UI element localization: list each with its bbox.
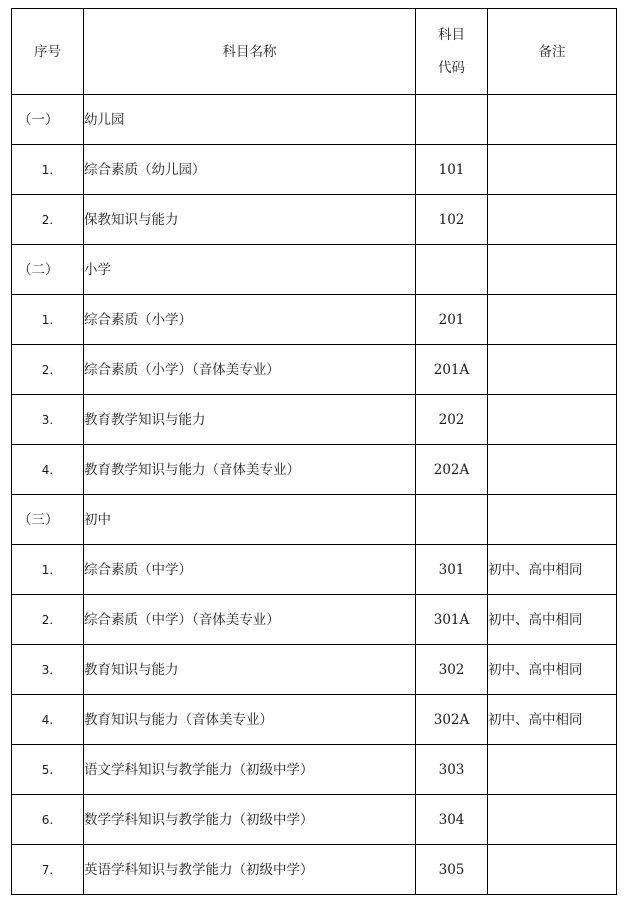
cell-seq: 3. <box>12 645 84 695</box>
table-row <box>12 645 617 695</box>
cell-note <box>488 195 617 245</box>
cell-note: 初中、高中相同 <box>488 695 617 745</box>
table-body <box>12 95 617 895</box>
section-row <box>12 495 617 545</box>
cell-seq: 2. <box>12 195 84 245</box>
cell-subject-code: 305 <box>416 845 488 895</box>
cell-note <box>488 845 617 895</box>
cell-seq: （三） <box>12 495 84 545</box>
table-row <box>12 845 617 895</box>
cell-seq: 2. <box>12 345 84 395</box>
header-row <box>12 9 617 95</box>
header-name: 科目名称 <box>84 9 416 95</box>
cell-subject-code: 202A <box>416 445 488 495</box>
cell-subject-name: 英语学科知识与教学能力（初级中学） <box>84 845 416 895</box>
cell-note: 初中、高中相同 <box>488 645 617 695</box>
cell-subject-name: 教育教学知识与能力（音体美专业） <box>84 445 416 495</box>
cell-subject-name: 教育教学知识与能力 <box>84 395 416 445</box>
cell-note <box>488 795 617 845</box>
table-row <box>12 145 617 195</box>
cell-subject-name: 数学学科知识与教学能力（初级中学） <box>84 795 416 845</box>
cell-subject-code <box>416 495 488 545</box>
cell-note <box>488 245 617 295</box>
cell-subject-name: 幼儿园 <box>84 95 416 145</box>
table-row <box>12 295 617 345</box>
cell-subject-code: 201 <box>416 295 488 345</box>
cell-subject-name: 综合素质（中学）（音体美专业） <box>84 595 416 645</box>
cell-seq: 1. <box>12 295 84 345</box>
cell-note: 初中、高中相同 <box>488 545 617 595</box>
cell-seq: （一） <box>12 95 84 145</box>
cell-subject-code: 304 <box>416 795 488 845</box>
table-row <box>12 695 617 745</box>
cell-subject-code: 202 <box>416 395 488 445</box>
table-row <box>12 445 617 495</box>
header-note: 备注 <box>488 9 617 95</box>
cell-subject-name: 综合素质（小学） <box>84 295 416 345</box>
cell-note <box>488 295 617 345</box>
cell-seq: 4. <box>12 445 84 495</box>
cell-subject-code: 201A <box>416 345 488 395</box>
section-row <box>12 95 617 145</box>
table-row <box>12 345 617 395</box>
cell-note <box>488 745 617 795</box>
table-row <box>12 795 617 845</box>
cell-note <box>488 445 617 495</box>
cell-subject-code <box>416 245 488 295</box>
cell-note <box>488 145 617 195</box>
cell-subject-code: 303 <box>416 745 488 795</box>
cell-seq: 5. <box>12 745 84 795</box>
cell-subject-code: 302 <box>416 645 488 695</box>
table-row <box>12 195 617 245</box>
cell-seq: （二） <box>12 245 84 295</box>
cell-seq: 2. <box>12 595 84 645</box>
cell-seq: 7. <box>12 845 84 895</box>
cell-note: 初中、高中相同 <box>488 595 617 645</box>
cell-note <box>488 345 617 395</box>
cell-subject-name: 综合素质（中学） <box>84 545 416 595</box>
table-row <box>12 595 617 645</box>
cell-subject-name: 保教知识与能力 <box>84 195 416 245</box>
table-row <box>12 745 617 795</box>
cell-note <box>488 495 617 545</box>
header-code-line1: 科目 <box>438 26 465 43</box>
cell-subject-name: 教育知识与能力（音体美专业） <box>84 695 416 745</box>
cell-seq: 6. <box>12 795 84 845</box>
subject-table <box>11 8 617 895</box>
cell-subject-name: 初中 <box>84 495 416 545</box>
table-row <box>12 545 617 595</box>
cell-subject-code: 301A <box>416 595 488 645</box>
section-row <box>12 245 617 295</box>
cell-subject-name: 综合素质（幼儿园） <box>84 145 416 195</box>
cell-note <box>488 395 617 445</box>
cell-seq: 4. <box>12 695 84 745</box>
cell-subject-code <box>416 95 488 145</box>
cell-seq: 3. <box>12 395 84 445</box>
cell-subject-code: 301 <box>416 545 488 595</box>
table-row <box>12 395 617 445</box>
header-code-line2: 代码 <box>438 59 465 76</box>
cell-seq: 1. <box>12 545 84 595</box>
header-code <box>416 9 488 95</box>
cell-seq: 1. <box>12 145 84 195</box>
header-seq: 序号 <box>12 9 84 95</box>
cell-subject-name: 语文学科知识与教学能力（初级中学） <box>84 745 416 795</box>
cell-note <box>488 95 617 145</box>
cell-subject-name: 综合素质（小学）（音体美专业） <box>84 345 416 395</box>
cell-subject-code: 102 <box>416 195 488 245</box>
cell-subject-name: 小学 <box>84 245 416 295</box>
cell-subject-code: 101 <box>416 145 488 195</box>
cell-subject-code: 302A <box>416 695 488 745</box>
cell-subject-name: 教育知识与能力 <box>84 645 416 695</box>
